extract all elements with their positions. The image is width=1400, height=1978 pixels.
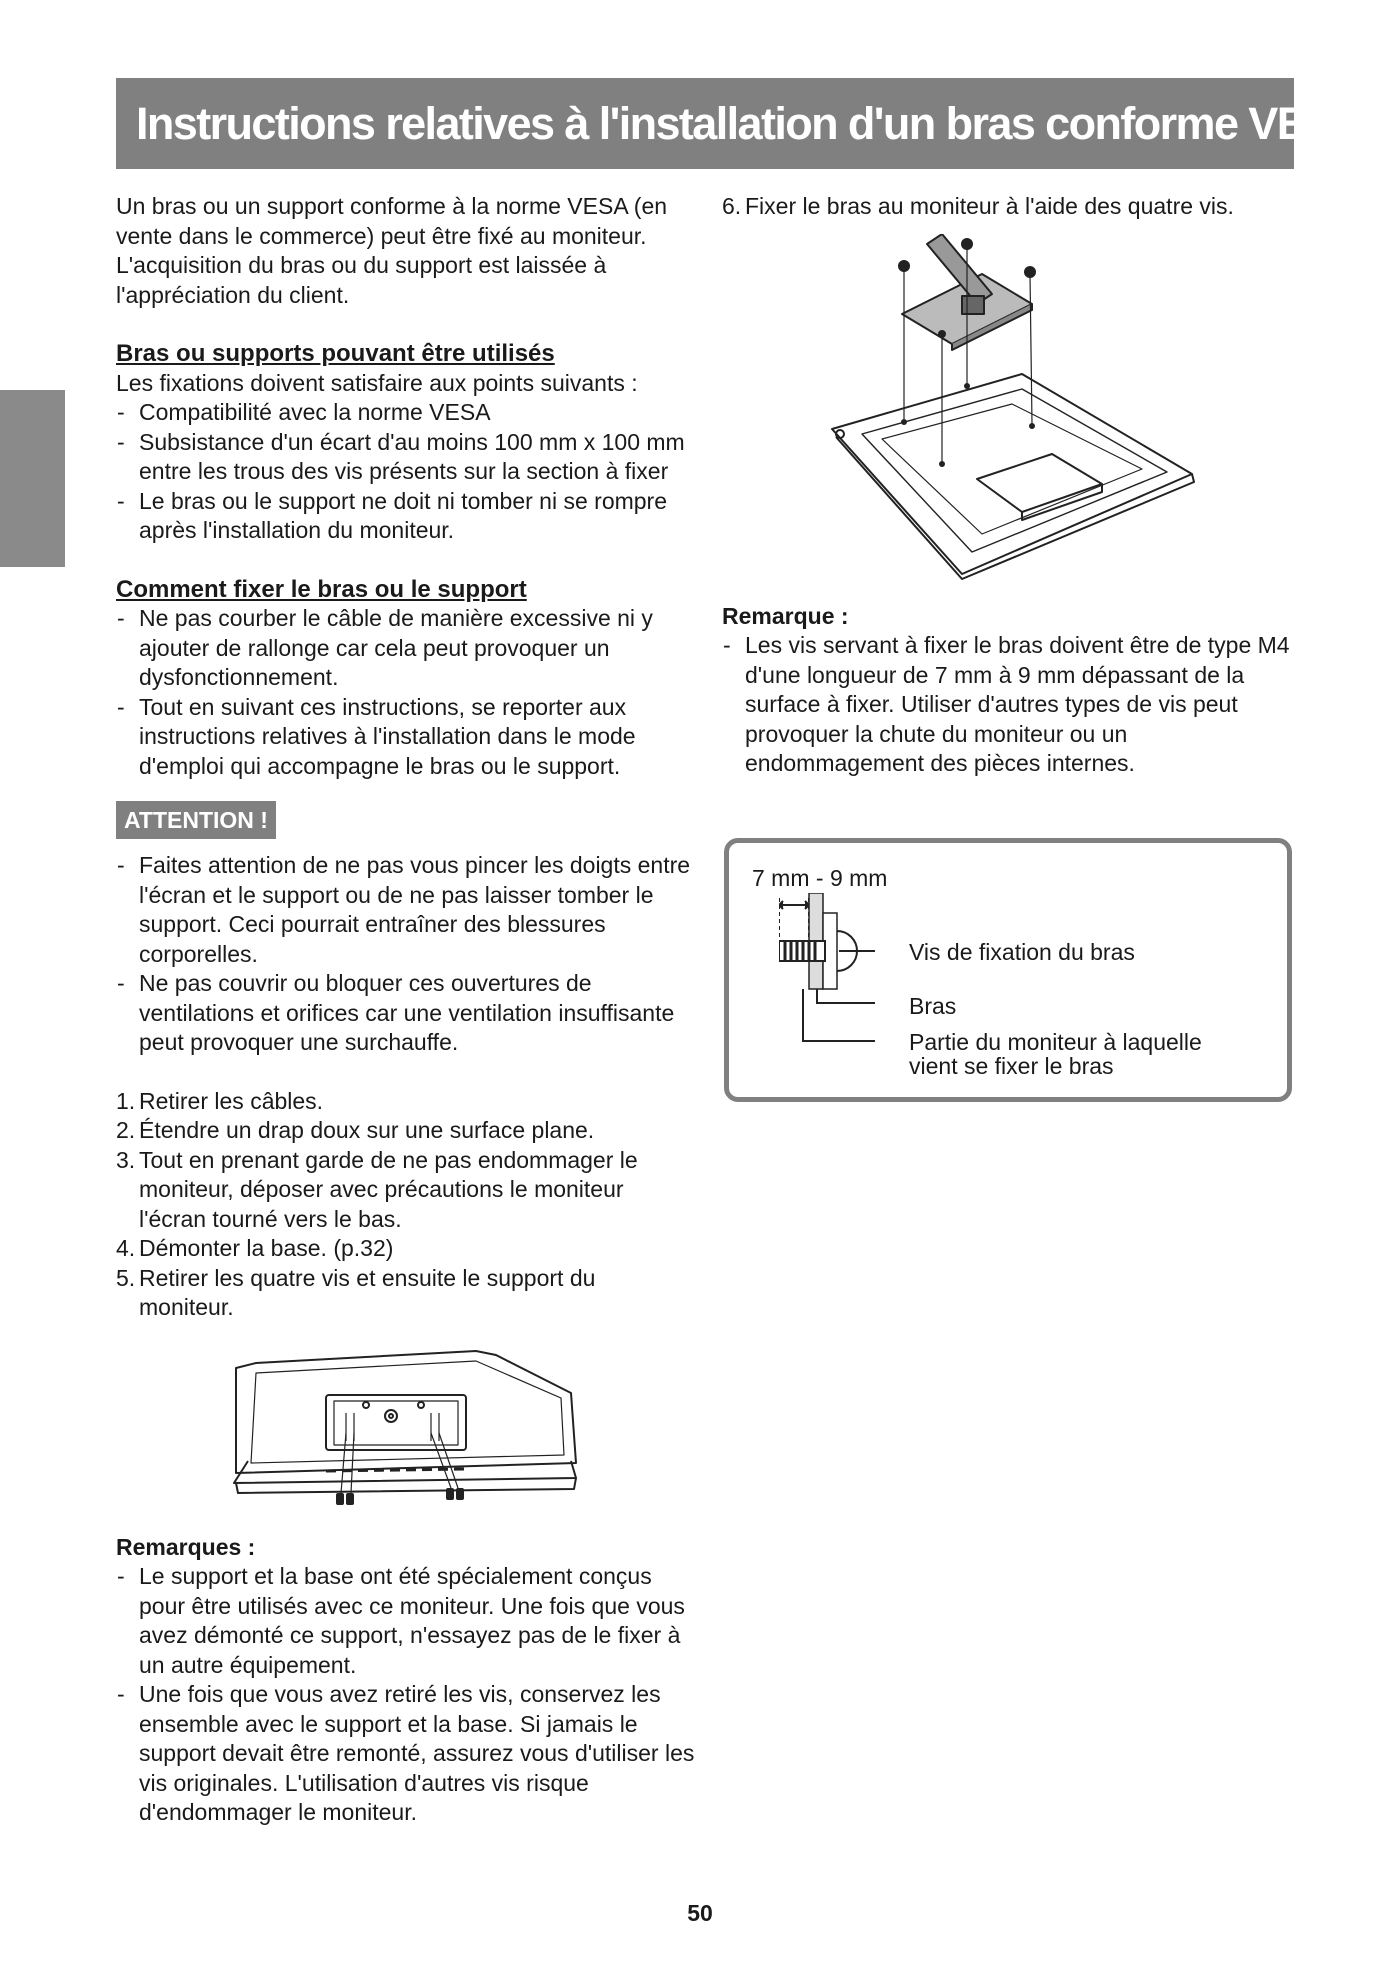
step-number: 4. bbox=[116, 1235, 136, 1261]
step-number: 2. bbox=[116, 1117, 136, 1143]
page-number: 50 bbox=[687, 1900, 713, 1926]
screw-cross-section-icon bbox=[779, 893, 889, 1043]
section2-list bbox=[116, 604, 696, 781]
remarque-list bbox=[722, 631, 1302, 779]
step-text: Tout en prenant garde de ne pas endommager le moniteur, déposer avec précautions le moniteur l'écran tourné vers le bas. bbox=[139, 1146, 638, 1232]
list-item: - Le support et la base ont été spécialement conçus pour être utilisés avec ce moniteur. Une fois que vous avez démonté ce support, n'essayez pas de le fixer à un autre équipement. bbox=[116, 1562, 696, 1680]
list-item: - Une fois que vous avez retiré les vis, conservez les ensemble avec le support et la base. Si jamais le support devait être remonté, assurez vous d'utiliser les vis originales. L'utilisation d'autres vis risque d'endommager le moniteur. bbox=[116, 1680, 696, 1828]
step-text: Fixer le bras au moniteur à l'aide des quatre vis. bbox=[745, 193, 1234, 219]
title-banner bbox=[116, 78, 1365, 169]
step-item bbox=[116, 1087, 696, 1117]
step-text: Étendre un drap doux sur une surface plane. bbox=[139, 1117, 595, 1143]
stand-removal-illustration bbox=[226, 1343, 586, 1513]
list-item: - Faites attention de ne pas vous pincer les doigts entre l'écran et le support ou de ne pas laisser tomber le support. Ceci pourrait entraîner des blessures corporelles. bbox=[116, 851, 696, 969]
step-number: 5. bbox=[116, 1264, 136, 1291]
step6-list bbox=[722, 192, 1302, 222]
list-item: - Le bras ou le support ne doit ni tomber ni se rompre après l'installation du moniteur. bbox=[116, 487, 696, 546]
left-column bbox=[116, 192, 696, 1828]
step-item bbox=[722, 192, 1302, 222]
step-text: Retirer les câbles. bbox=[139, 1087, 324, 1114]
section1-heading: Bras ou supports pouvant être utilisés bbox=[116, 340, 555, 367]
monitor-part-label-line2: vient se fixer le bras bbox=[909, 1053, 1114, 1079]
screw-length-diagram bbox=[724, 838, 1292, 1102]
screw-label: Vis de fixation du bras bbox=[909, 939, 1135, 965]
section1-lead: Les fixations doivent satisfaire aux points suivants : bbox=[116, 369, 638, 396]
step-item bbox=[116, 1234, 696, 1264]
section2-heading: Comment fixer le bras ou le support bbox=[116, 575, 527, 603]
step-number: 3. bbox=[116, 1146, 136, 1173]
intro-paragraph: Un bras ou un support conforme à la norme VESA (en vente dans le commerce) peut être fixé au moniteur. L'acquisition du bras ou du support est laissée à l'appréciation du client. bbox=[116, 193, 668, 308]
arm-attachment-illustration bbox=[822, 234, 1202, 584]
step-number: 1. bbox=[116, 1087, 136, 1114]
section1-list bbox=[116, 398, 696, 546]
attention-badge: ATTENTION ! bbox=[116, 801, 276, 839]
list-item: - Subsistance d'un écart d'au moins 100 mm x 100 mm entre les trous des vis présents sur la section à fixer bbox=[116, 428, 696, 487]
list-item: - Ne pas couvrir ou bloquer ces ouvertures de ventilations et orifices car une ventilation insuffisante peut provoquer une surchauffe. bbox=[116, 969, 696, 1058]
remarques-heading: Remarques : bbox=[116, 1533, 256, 1560]
list-item: - Tout en suivant ces instructions, se reporter aux instructions relatives à l'installation dans le mode d'emploi qui accompagne le bras ou le support. bbox=[116, 693, 696, 782]
list-item: - Compatibilité avec la norme VESA bbox=[116, 398, 696, 428]
right-column bbox=[722, 192, 1302, 779]
remarque-heading: Remarque : bbox=[722, 602, 849, 629]
screw-length-label: 7 mm - 9 mm bbox=[752, 865, 888, 891]
remarques-list bbox=[116, 1562, 696, 1828]
page-title: Instructions relatives à l'installation d'un bras conforme VESA bbox=[136, 98, 1365, 149]
side-tab-marker bbox=[0, 390, 65, 567]
step-item bbox=[116, 1264, 696, 1323]
monitor-part-label-line1: Partie du moniteur à laquelle bbox=[909, 1029, 1202, 1055]
step-item bbox=[116, 1146, 696, 1235]
step-number: 6. bbox=[722, 193, 742, 219]
attention-list bbox=[116, 851, 696, 1058]
step-text: Démonter la base. (p.32) bbox=[139, 1235, 394, 1261]
list-item: - Les vis servant à fixer le bras doivent être de type M4 d'une longueur de 7 mm à 9 mm dépassant de la surface à fixer. Utiliser d'autres types de vis peut provoquer la chute du moniteur ou un endommagement des pièces internes. bbox=[722, 631, 1302, 779]
step-text: Retirer les quatre vis et ensuite le support du moniteur. bbox=[139, 1264, 596, 1320]
steps-list bbox=[116, 1087, 696, 1323]
arm-label: Bras bbox=[909, 993, 957, 1019]
step-item bbox=[116, 1116, 696, 1146]
list-item: - Ne pas courber le câble de manière excessive ni y ajouter de rallonge car cela peut provoquer un dysfonctionnement. bbox=[116, 604, 696, 693]
